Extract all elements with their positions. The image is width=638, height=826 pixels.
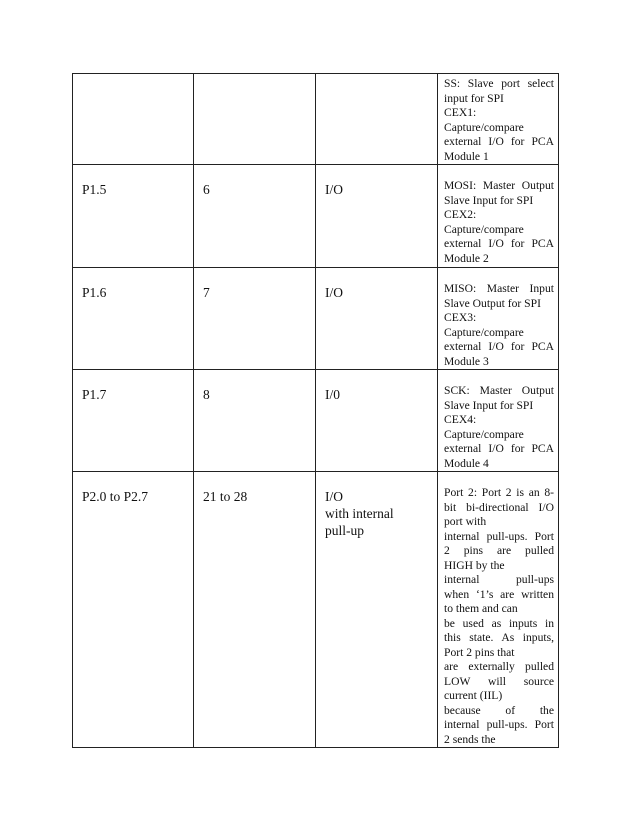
pin-type-text: I/O with internal pull-up	[325, 489, 394, 538]
pin-name-cell: P1.6	[73, 268, 194, 370]
pin-name-cell	[73, 74, 194, 165]
pin-number-cell: 7	[194, 268, 316, 370]
pin-number-cell: 21 to 28	[194, 472, 316, 748]
pin-description-cell	[438, 165, 559, 268]
table-row	[73, 472, 559, 748]
table-row	[73, 165, 559, 268]
pin-type-cell	[316, 74, 438, 165]
pin-type-cell: I/O	[316, 165, 438, 268]
pin-name-cell: P1.7	[73, 370, 194, 472]
pin-number-cell	[194, 74, 316, 165]
pin-name-cell: P1.5	[73, 165, 194, 268]
pin-number-cell: 6	[194, 165, 316, 268]
pin-type-cell: I/0	[316, 370, 438, 472]
description-text: MOSI: Master Output Slave Input for SPI CEX2: Capture/compare external I/O for PCA Module 2	[444, 179, 554, 265]
pin-number-cell: 8	[194, 370, 316, 472]
description-text: SCK: Master Output Slave Input for SPI CEX4: Capture/compare external I/O for PCA Module 4	[444, 384, 554, 470]
pin-description-cell	[438, 472, 559, 748]
pin-name-cell: P2.0 to P2.7	[73, 472, 194, 748]
table-row	[73, 370, 559, 472]
table-row	[73, 268, 559, 370]
table-row	[73, 74, 559, 165]
description-text: SS: Slave port select input for SPI CEX1: Capture/compare external I/O for PCA Module 1	[444, 77, 554, 163]
description-text: MISO: Master Input Slave Output for SPI CEX3: Capture/compare external I/O for PCA Module 3	[444, 282, 554, 368]
pin-description-cell	[438, 370, 559, 472]
pin-description-cell	[438, 268, 559, 370]
description-text: Port 2: Port 2 is an 8- bit bi-directional I/O port with internal pull-ups. Port 2 pins are pulled HIGH by the internal pull-ups when ‘1’s are written to them and can be used as inputs in this state. As inputs, Port 2 pins that are externally pulled LOW will source current (IIL) because of the internal pull-ups. Port 2 sends the	[444, 486, 554, 746]
pin-type-cell	[316, 472, 438, 748]
pin-type-cell: I/O	[316, 268, 438, 370]
pin-description-cell	[438, 74, 559, 165]
pin-description-table	[72, 73, 559, 748]
